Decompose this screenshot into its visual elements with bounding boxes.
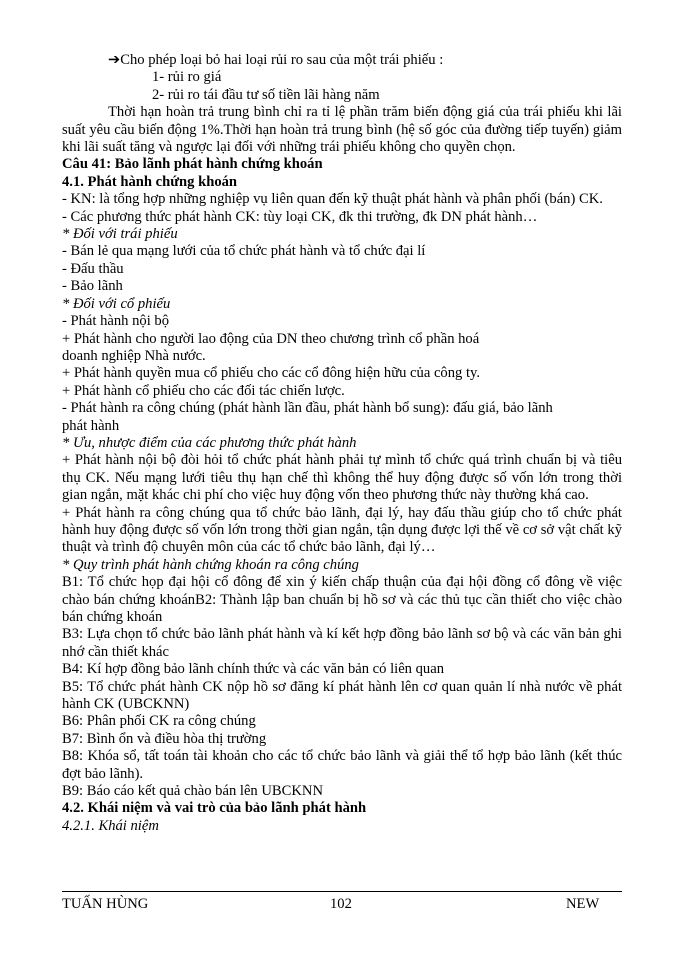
footer-label: NEW [566, 896, 600, 912]
procedure-step: B9: Báo cáo kết quả chào bán lên UBCKNN [62, 783, 324, 800]
section-title: Câu 41: Bảo lãnh phát hành chứng khoán [62, 156, 323, 173]
procedure-step: B7: Bình ổn và điều hòa thị trường [62, 730, 267, 747]
pros-cons-heading: * Ưu, nhược điểm của các phương thức phát hành [62, 434, 357, 451]
procedure-step: B6: Phân phối CK ra công chúng [62, 713, 256, 730]
stock-item: + Phát hành cổ phiếu cho các đối tác chiến lược. [62, 382, 345, 399]
procedure-step: B8: Khóa sổ, tất toán tài khoản cho các tổ chức bảo lãnh và giải thể tổ hợp bảo lãnh (kết thúc đợt bảo lãnh). [62, 748, 622, 782]
stock-item: + Phát hành cho người lao động của DN theo chương trình cổ phần hoá doanh nghiệp Nhà nước. [62, 330, 480, 364]
bond-heading: * Đối với trái phiếu [62, 226, 178, 243]
procedure-step: B3: Lựa chọn tổ chức bảo lãnh phát hành và kí kết hợp đồng bảo lãnh sơ bộ và các văn bản ghi nhớ cần thiết khác [62, 626, 622, 660]
intro-paragraph: Thời hạn hoàn trả trung bình chỉ ra tỉ lệ phần trăm biến động giá của trái phiếu khi lãi suất yêu cầu biến động 1%.Thời hạn hoàn trả trung bình (hệ số góc của đường tiếp tuyến) giảm khi lãi suất tăng và ngược lại đối với những trái phiếu không cho quyền chọn. [62, 104, 622, 156]
page-number: 102 [330, 896, 352, 912]
bond-item: - Bảo lãnh [62, 278, 123, 295]
definition-line: - KN: là tổng hợp những nghiệp vụ liên quan đến kỹ thuật phát hành và phân phối (bán) CK. [62, 191, 603, 208]
stock-heading: * Đối với cổ phiếu [62, 295, 171, 312]
methods-line: - Các phương thức phát hành CK: tùy loại CK, đk thi trường, đk DN phát hành… [62, 208, 538, 225]
footer-author: TUẤN HÙNG [62, 896, 149, 912]
intro-item-2: 2- rủi ro tái đầu tư số tiền lãi hàng năm [152, 86, 380, 103]
subsection-4-2-1: 4.2.1. Khái niệm [62, 817, 159, 834]
pros-cons-item: + Phát hành nội bộ đòi hỏi tổ chức phát hành phải tự mình tổ chức quá trình chuẩn bị và tiêu thụ CK. Nếu mạng lưới tiêu thụ hạn chế thì không thể huy động được số vốn lớn trong thời gian ngắn, mặt khác chi phí cho việc huy động vốn theo phương thức này thường khá cao. [62, 452, 622, 504]
bond-item: - Đấu thầu [62, 260, 124, 277]
pros-cons-item: + Phát hành ra công chúng qua tổ chức bảo lãnh, đại lý, hay đấu thầu giúp cho tổ chức phát hành huy động được số vốn lớn trong thời gian ngắn, tận dụng được lợi thế về cơ sở vật chất kỹ thuật và trình độ chuyên môn của các tổ chức bảo lãnh, đại lý… [62, 504, 622, 556]
subsection-4-1: 4.1. Phát hành chứng khoán [62, 173, 238, 190]
procedure-step: B4: Kí hợp đồng bảo lãnh chính thức và các văn bản có liên quan [62, 661, 444, 678]
procedure-step: B5: Tổ chức phát hành CK nộp hồ sơ đăng kí phát hành lên cơ quan quản lí nhà nước về phát hành CK (UBCKNN) [62, 678, 622, 713]
intro-item-1: 1- rủi ro giá [152, 69, 222, 86]
procedure-step: B1: Tổ chức họp đại hội cổ đông để xin ý kiến chấp thuận của đại hội đồng cổ đông về việc chào bán chứng khoánB2: Thành lập ban chuẩn bị hồ sơ và các thủ tục cần thiết cho việc chào bán chứng khoán [62, 574, 622, 625]
procedure-heading: * Quy trình phát hành chứng khoán ra công chúng [62, 556, 359, 573]
subsection-4-2: 4.2. Khái niệm và vai trò của bảo lãnh phát hành [62, 800, 367, 817]
stock-item: - Phát hành ra công chúng (phát hành lần đầu, phát hành bổ sung): đấu giá, bảo lãnh phát hành [62, 400, 553, 434]
stock-item: - Phát hành nội bộ [62, 313, 170, 330]
footer-divider [62, 891, 622, 892]
document-body [62, 52, 622, 835]
arrow-icon: ➔ [108, 52, 121, 68]
bond-item: - Bán lẻ qua mạng lưới của tổ chức phát hành và tổ chức đại lí [62, 243, 426, 260]
intro-line: ➔Cho phép loại bỏ hai loại rủi ro sau của một trái phiếu : [108, 52, 444, 68]
stock-item: + Phát hành quyền mua cổ phiếu cho các cổ đông hiện hữu của công ty. [62, 365, 481, 382]
